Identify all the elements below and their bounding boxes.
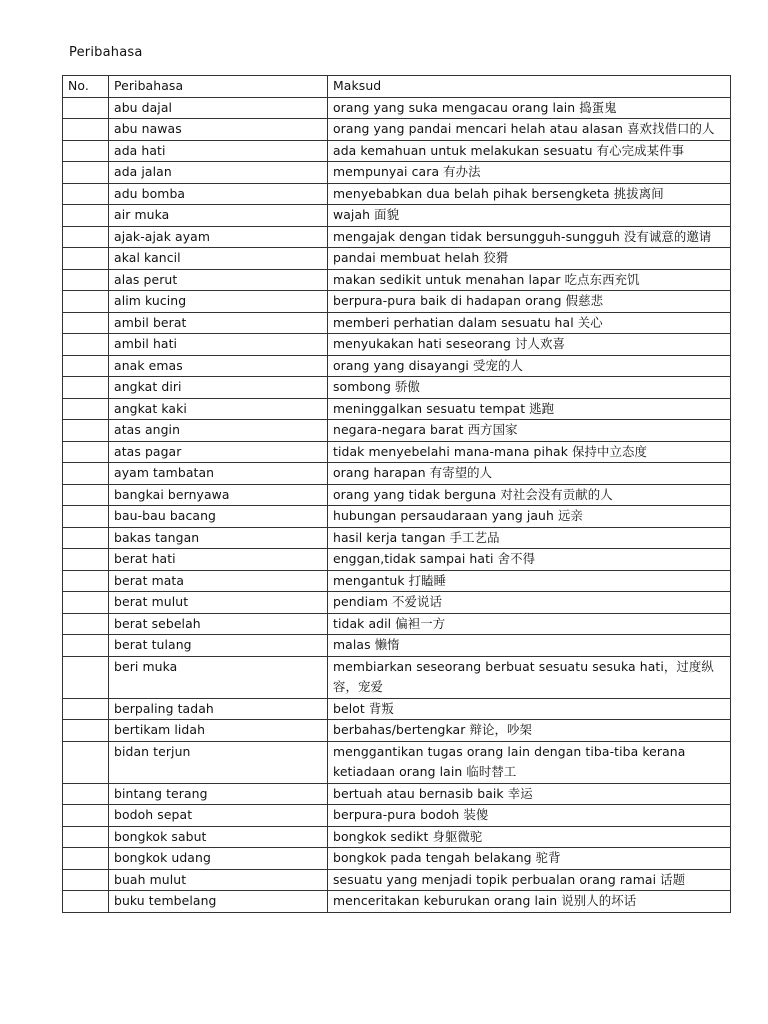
peribahasa-cell: atas pagar	[109, 441, 328, 463]
table-row	[63, 741, 731, 783]
row-number-cell	[63, 549, 109, 571]
peribahasa-cell: buah mulut	[109, 869, 328, 891]
maksud-cell: bongkok pada tengah belakang 驼背	[328, 848, 731, 870]
row-number-cell	[63, 248, 109, 270]
maksud-cell: orang yang disayangi 受宠的人	[328, 355, 731, 377]
maksud-cell: negara-negara barat 西方国家	[328, 420, 731, 442]
table-row	[63, 484, 731, 506]
peribahasa-cell: bodoh sepat	[109, 805, 328, 827]
maksud-cell: meninggalkan sesuatu tempat 逃跑	[328, 398, 731, 420]
row-number-cell	[63, 656, 109, 698]
row-number-cell	[63, 291, 109, 313]
peribahasa-cell: bertikam lidah	[109, 720, 328, 742]
table-header-row	[63, 76, 731, 98]
table-row	[63, 570, 731, 592]
maksud-cell: orang yang suka mengacau orang lain 捣蛋鬼	[328, 97, 731, 119]
maksud-cell: memberi perhatian dalam sesuatu hal 关心	[328, 312, 731, 334]
document-title: Peribahasa	[69, 45, 143, 60]
row-number-cell	[63, 441, 109, 463]
row-number-cell	[63, 783, 109, 805]
table-row	[63, 463, 731, 485]
row-number-cell	[63, 826, 109, 848]
peribahasa-cell: akal kancil	[109, 248, 328, 270]
maksud-cell: makan sedikit untuk menahan lapar 吃点东西充饥	[328, 269, 731, 291]
table-row	[63, 613, 731, 635]
peribahasa-cell: ajak-ajak ayam	[109, 226, 328, 248]
maksud-cell: berpura-pura bodoh 装傻	[328, 805, 731, 827]
table-row	[63, 869, 731, 891]
peribahasa-cell: ada jalan	[109, 162, 328, 184]
table-row	[63, 826, 731, 848]
maksud-cell: menggantikan tugas orang lain dengan tiba-tiba kerana ketiadaan orang lain 临时替工	[328, 741, 731, 783]
peribahasa-cell: berpaling tadah	[109, 698, 328, 720]
header-no: No.	[63, 76, 109, 98]
peribahasa-cell: alas perut	[109, 269, 328, 291]
table-row	[63, 97, 731, 119]
row-number-cell	[63, 869, 109, 891]
table-row	[63, 205, 731, 227]
maksud-cell: pandai membuat helah 狡猾	[328, 248, 731, 270]
maksud-cell: orang yang tidak berguna 对社会没有贡献的人	[328, 484, 731, 506]
table-row	[63, 783, 731, 805]
table-row	[63, 183, 731, 205]
maksud-cell: bertuah atau bernasib baik 幸运	[328, 783, 731, 805]
maksud-cell: sombong 骄傲	[328, 377, 731, 399]
row-number-cell	[63, 506, 109, 528]
row-number-cell	[63, 635, 109, 657]
row-number-cell	[63, 355, 109, 377]
table-row	[63, 377, 731, 399]
table-row	[63, 527, 731, 549]
row-number-cell	[63, 613, 109, 635]
row-number-cell	[63, 484, 109, 506]
maksud-cell: tidak adil 偏袒一方	[328, 613, 731, 635]
peribahasa-cell: ambil hati	[109, 334, 328, 356]
maksud-cell: mengajak dengan tidak bersungguh-sungguh 没有诚意的邀请	[328, 226, 731, 248]
maksud-cell: enggan,tidak sampai hati 舍不得	[328, 549, 731, 571]
row-number-cell	[63, 97, 109, 119]
table-row	[63, 355, 731, 377]
row-number-cell	[63, 720, 109, 742]
peribahasa-cell: ada hati	[109, 140, 328, 162]
peribahasa-cell: bakas tangan	[109, 527, 328, 549]
row-number-cell	[63, 162, 109, 184]
table-row	[63, 805, 731, 827]
header-maksud: Maksud	[328, 76, 731, 98]
table-row	[63, 269, 731, 291]
table-row	[63, 291, 731, 313]
peribahasa-cell: bongkok udang	[109, 848, 328, 870]
table-row	[63, 720, 731, 742]
row-number-cell	[63, 140, 109, 162]
row-number-cell	[63, 420, 109, 442]
table-row	[63, 162, 731, 184]
peribahasa-cell: air muka	[109, 205, 328, 227]
table-row	[63, 656, 731, 698]
row-number-cell	[63, 398, 109, 420]
row-number-cell	[63, 570, 109, 592]
table-row	[63, 398, 731, 420]
table-row	[63, 891, 731, 913]
maksud-cell: bongkok sedikt 身躯微驼	[328, 826, 731, 848]
table-row	[63, 119, 731, 141]
row-number-cell	[63, 891, 109, 913]
maksud-cell: pendiam 不爱说话	[328, 592, 731, 614]
peribahasa-cell: alim kucing	[109, 291, 328, 313]
peribahasa-cell: angkat kaki	[109, 398, 328, 420]
row-number-cell	[63, 848, 109, 870]
peribahasa-cell: bau-bau bacang	[109, 506, 328, 528]
row-number-cell	[63, 698, 109, 720]
table-row	[63, 848, 731, 870]
table-row	[63, 312, 731, 334]
table-row	[63, 334, 731, 356]
row-number-cell	[63, 119, 109, 141]
maksud-cell: wajah 面貌	[328, 205, 731, 227]
row-number-cell	[63, 805, 109, 827]
peribahasa-cell: ayam tambatan	[109, 463, 328, 485]
maksud-cell: belot 背叛	[328, 698, 731, 720]
table-row	[63, 549, 731, 571]
peribahasa-cell: angkat diri	[109, 377, 328, 399]
table-row	[63, 635, 731, 657]
peribahasa-cell: berat sebelah	[109, 613, 328, 635]
maksud-cell: sesuatu yang menjadi topik perbualan orang ramai 话题	[328, 869, 731, 891]
maksud-cell: mempunyai cara 有办法	[328, 162, 731, 184]
row-number-cell	[63, 334, 109, 356]
maksud-cell: menceritakan keburukan orang lain 说别人的坏话	[328, 891, 731, 913]
row-number-cell	[63, 592, 109, 614]
maksud-cell: berpura-pura baik di hadapan orang 假慈悲	[328, 291, 731, 313]
peribahasa-cell: beri muka	[109, 656, 328, 698]
row-number-cell	[63, 312, 109, 334]
peribahasa-cell: adu bomba	[109, 183, 328, 205]
peribahasa-cell: atas angin	[109, 420, 328, 442]
maksud-cell: malas 懒惰	[328, 635, 731, 657]
row-number-cell	[63, 269, 109, 291]
peribahasa-cell: bintang terang	[109, 783, 328, 805]
table-row	[63, 506, 731, 528]
table-row	[63, 592, 731, 614]
row-number-cell	[63, 377, 109, 399]
table-body	[63, 97, 731, 912]
table-row	[63, 441, 731, 463]
maksud-cell: mengantuk 打瞌睡	[328, 570, 731, 592]
maksud-cell: membiarkan seseorang berbuat sesuatu sesuka hati，过度纵容，宠爱	[328, 656, 731, 698]
row-number-cell	[63, 205, 109, 227]
row-number-cell	[63, 463, 109, 485]
maksud-cell: menyukakan hati seseorang 讨人欢喜	[328, 334, 731, 356]
maksud-cell: tidak menyebelahi mana-mana pihak 保持中立态度	[328, 441, 731, 463]
peribahasa-cell: buku tembelang	[109, 891, 328, 913]
maksud-cell: berbahas/bertengkar 辩论，吵架	[328, 720, 731, 742]
maksud-cell: ada kemahuan untuk melakukan sesuatu 有心完成某件事	[328, 140, 731, 162]
peribahasa-cell: berat tulang	[109, 635, 328, 657]
peribahasa-cell: bidan terjun	[109, 741, 328, 783]
peribahasa-cell: berat hati	[109, 549, 328, 571]
peribahasa-cell: berat mata	[109, 570, 328, 592]
row-number-cell	[63, 527, 109, 549]
row-number-cell	[63, 226, 109, 248]
row-number-cell	[63, 183, 109, 205]
table-row	[63, 226, 731, 248]
table-row	[63, 698, 731, 720]
peribahasa-cell: abu dajal	[109, 97, 328, 119]
table-row	[63, 140, 731, 162]
table-row	[63, 420, 731, 442]
peribahasa-cell: bongkok sabut	[109, 826, 328, 848]
maksud-cell: orang harapan 有寄望的人	[328, 463, 731, 485]
peribahasa-cell: berat mulut	[109, 592, 328, 614]
maksud-cell: hasil kerja tangan 手工艺品	[328, 527, 731, 549]
table-row	[63, 248, 731, 270]
peribahasa-cell: anak emas	[109, 355, 328, 377]
maksud-cell: orang yang pandai mencari helah atau alasan 喜欢找借口的人	[328, 119, 731, 141]
peribahasa-cell: ambil berat	[109, 312, 328, 334]
peribahasa-cell: abu nawas	[109, 119, 328, 141]
row-number-cell	[63, 741, 109, 783]
maksud-cell: menyebabkan dua belah pihak bersengketa 挑拔离间	[328, 183, 731, 205]
header-peribahasa: Peribahasa	[109, 76, 328, 98]
peribahasa-cell: bangkai bernyawa	[109, 484, 328, 506]
maksud-cell: hubungan persaudaraan yang jauh 远亲	[328, 506, 731, 528]
peribahasa-table	[62, 75, 731, 913]
